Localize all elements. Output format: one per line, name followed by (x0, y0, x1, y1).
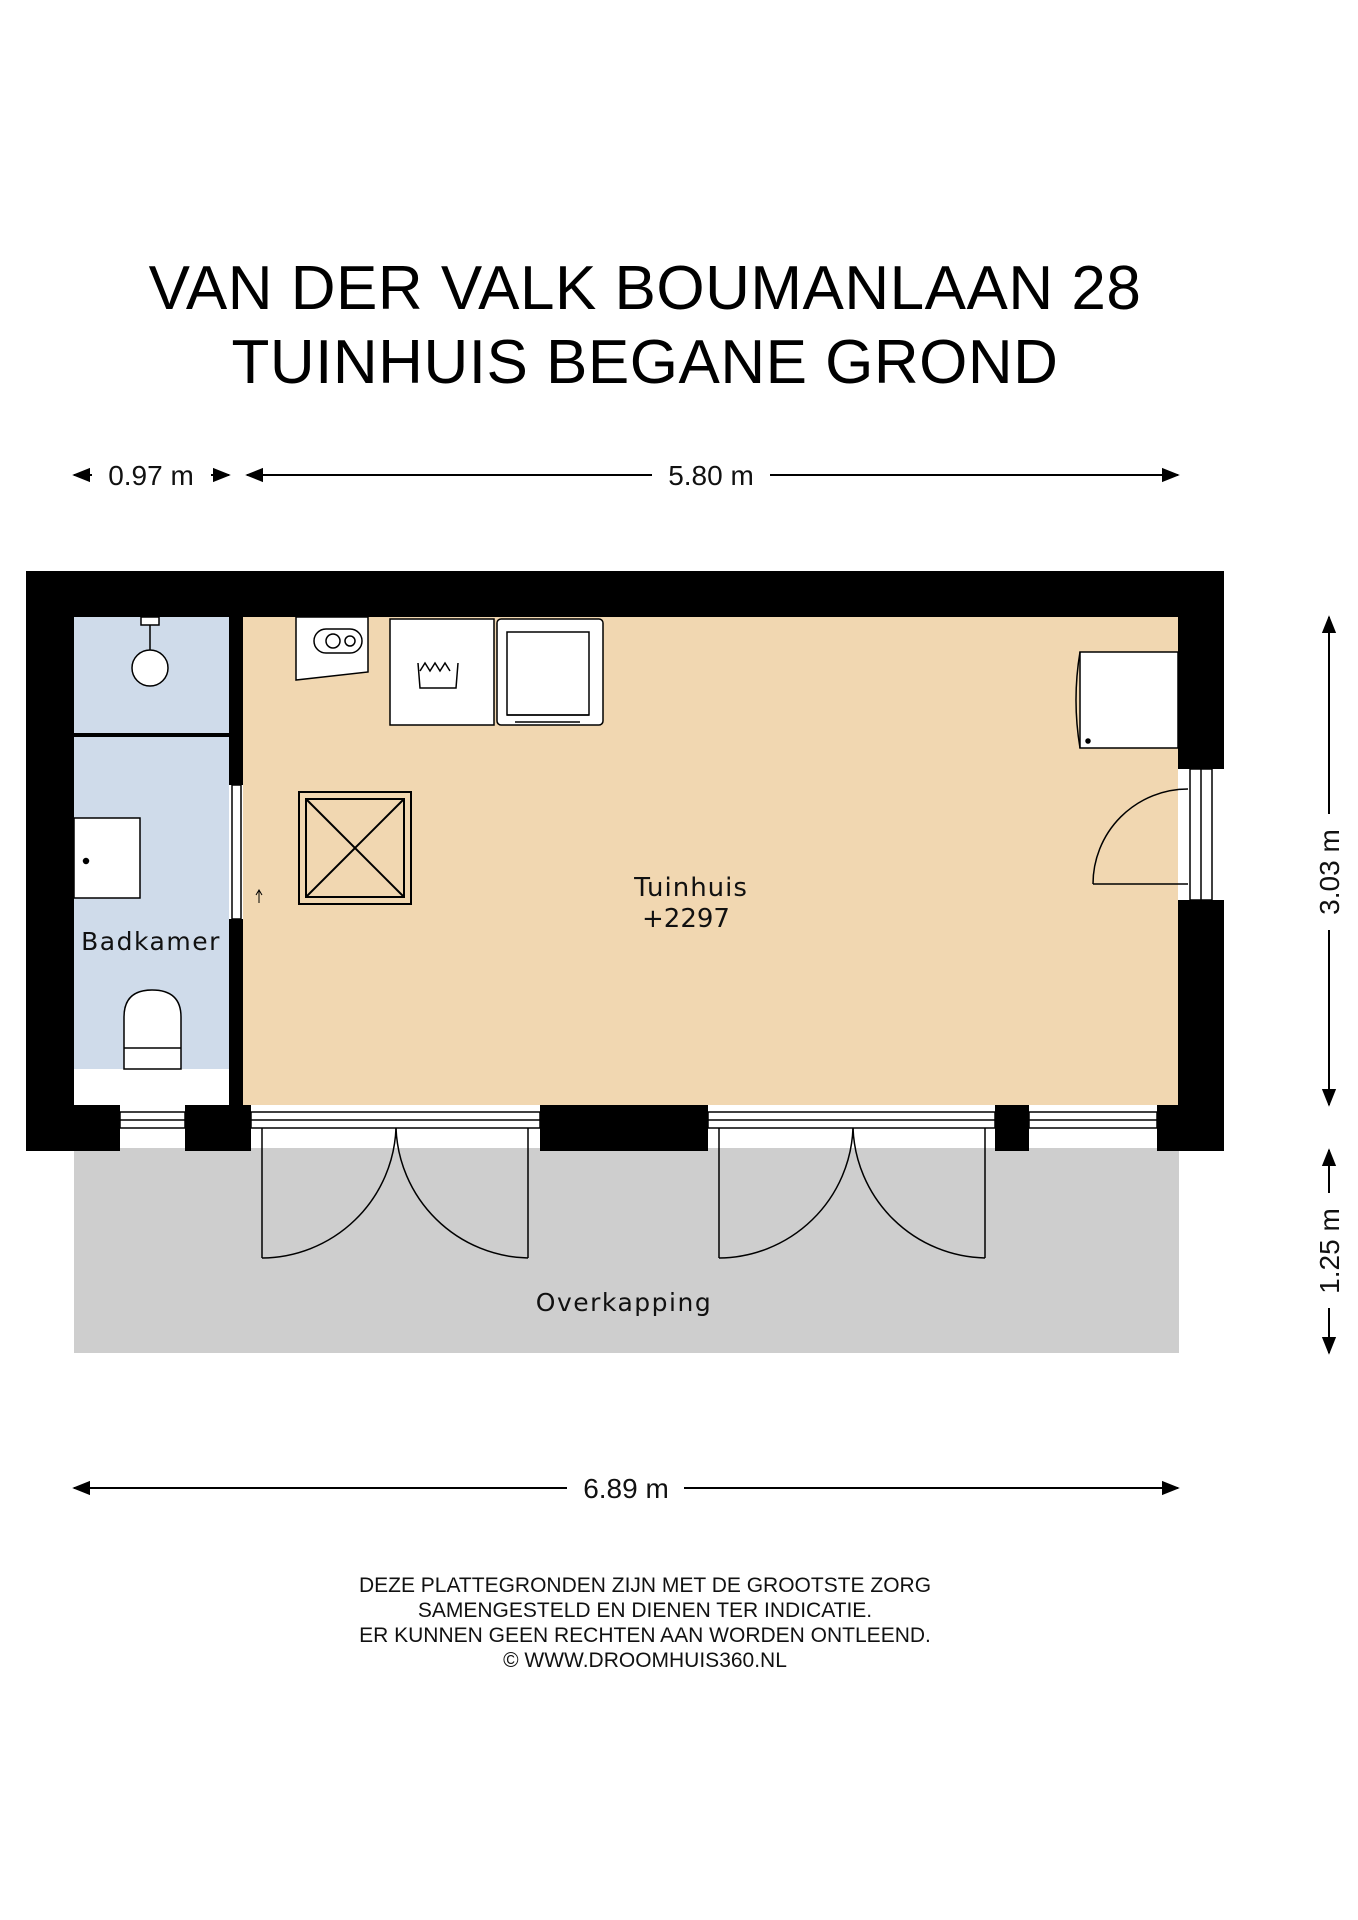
cabinet-icon (74, 818, 140, 898)
room-label-canopy: Overkapping (535, 1288, 713, 1317)
garden-house-floor (243, 617, 1178, 1105)
toilet-icon (124, 990, 181, 1069)
plan-title-address: VAN DER VALK BOUMANLAAN 28 (148, 254, 1142, 323)
room-label-garden-house: Tuinhuis (634, 873, 748, 903)
dimension-right-lower: 1.25 m (1314, 1208, 1345, 1294)
canopy-area (74, 1148, 1179, 1353)
dimension-right-upper: 3.03 m (1314, 829, 1345, 915)
bathroom-vanity-strip (74, 1069, 229, 1105)
dimension-top-main: 5.80 m (668, 460, 754, 491)
dryer-icon (497, 619, 603, 725)
bathroom-divider (74, 733, 229, 737)
disclaimer-line-4: © WWW.DROOMHUIS360.NL (503, 1649, 787, 1672)
stove-icon (296, 617, 368, 680)
disclaimer-line-1: DEZE PLATTEGRONDEN ZIJN MET DE GROOTSTE ZORG (358, 1574, 932, 1597)
disclaimer (0, 1573, 1290, 1673)
room-level-garden-house: +2297 (642, 904, 730, 934)
disclaimer-line-2: SAMENGESTELD EN DIENEN TER INDICATIE. (417, 1599, 873, 1622)
washing-machine-icon (390, 619, 494, 725)
room-label-bathroom: Badkamer (81, 927, 221, 956)
disclaimer-line-3: ER KUNNEN GEEN RECHTEN AAN WORDEN ONTLEEND. (359, 1624, 931, 1647)
boiler-icon (1076, 652, 1178, 748)
dimension-bottom: 6.89 m (583, 1473, 669, 1504)
dimension-top-left: 0.97 m (108, 460, 194, 491)
plan-title-floor: TUINHUIS BEGANE GROND (231, 328, 1059, 397)
